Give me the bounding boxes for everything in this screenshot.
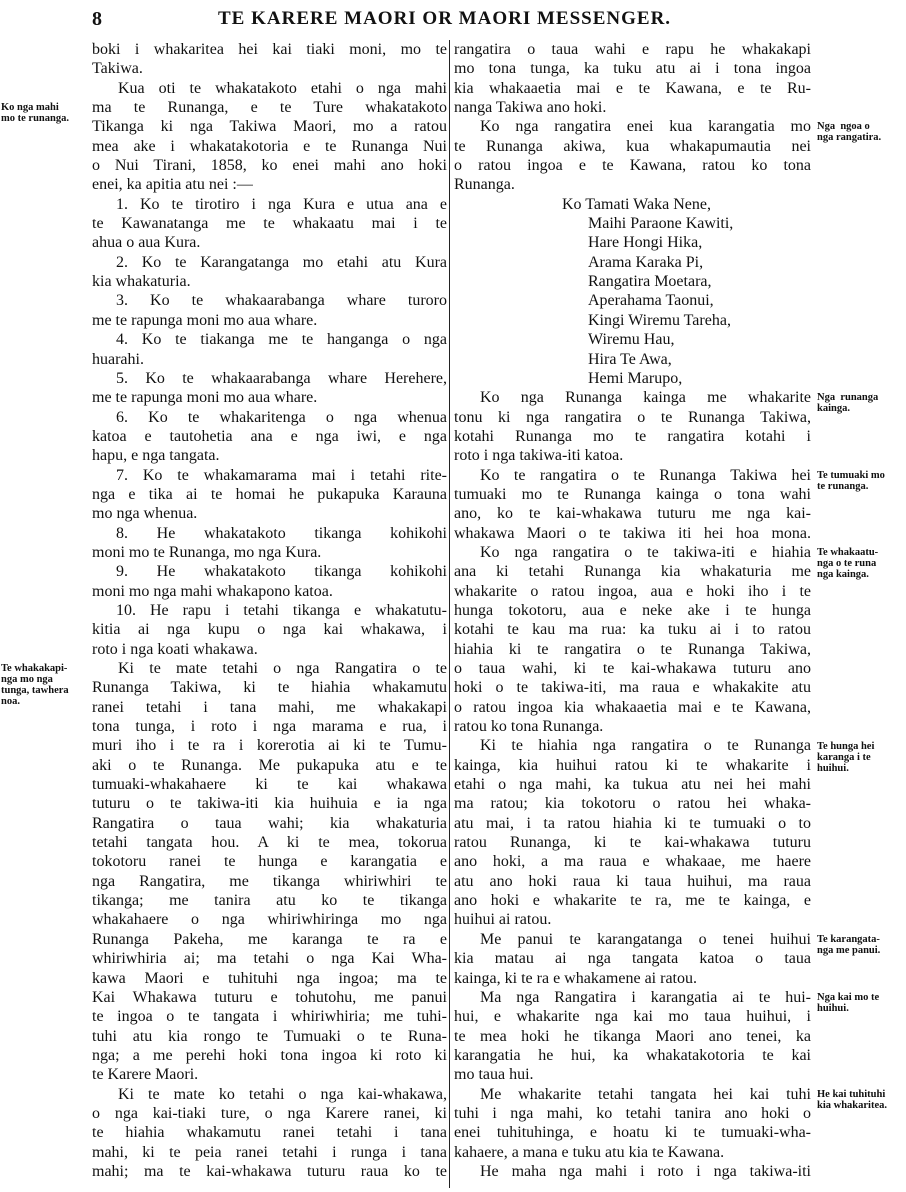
text-line: moni mo nga mahi whakapono katoa. xyxy=(92,582,333,600)
text-line: Ki te mate tetahi o nga Rangatira o te xyxy=(118,660,447,677)
text-line: kawa Maori e tuhituhi nga ingoa; ma te xyxy=(92,969,447,987)
text-line: kia whakaaetia mai e te Kawana, e te Ru- xyxy=(454,79,811,97)
text-line: hunga tokotoru, aua e neke ake i te hunga xyxy=(454,601,811,619)
text-line: ma ratou; kia tokotoru o ratou hei whaka- xyxy=(454,795,811,813)
text-line: ano, ko te kai-whakawa tuturu me nga kai- xyxy=(454,505,811,523)
right-column xyxy=(454,40,811,1181)
text-line: Hira Te Awa, xyxy=(588,350,672,368)
text-line: muri iho i te ra i korerotia ai ki te Tumu- xyxy=(92,737,447,755)
text-line: te ingoa o te tangata i whiriwhiria; me tuhi- xyxy=(92,1008,447,1026)
text-line: Ko Tamati Waka Nene, xyxy=(562,195,711,213)
text-line: atu mai, i ta ratou hiahia ki te tumuaki o to xyxy=(454,814,811,832)
text-line: huihui ai ratou. xyxy=(454,911,552,929)
text-line: ana ki tetahi Runanga kia whakaturia me xyxy=(454,563,811,581)
text-line: nga Rangatira, me tikanga whiriwhiri te xyxy=(92,872,447,890)
text-line: atu ano hoki raua ki taua huihui, ma raua xyxy=(454,872,811,890)
text-line: o nga kai-tiaki ture, o nga Karere ranei, ki xyxy=(92,1104,447,1122)
text-line: nga e tika ai te homai he pukapuka Karauna xyxy=(92,485,447,503)
text-line: ratou Runanga, ki te kai-whakawa tuturu xyxy=(454,834,811,852)
text-line: ahua o aua Kura. xyxy=(92,234,201,252)
page-number: 8 xyxy=(92,8,102,30)
margin-note: Te whakaatu- nga o te runa nga kainga. xyxy=(817,547,879,581)
text-line: Takiwa. xyxy=(92,60,143,78)
text-line: hapu, e nga tangata. xyxy=(92,447,220,465)
text-line: tona tunga, i roto i nga marama e rua, i xyxy=(92,718,447,736)
text-line: Ma nga Rangatira i karangatia ai te hui- xyxy=(480,988,811,1006)
text-line: mo nga whenua. xyxy=(92,505,198,523)
margin-note: Nga kai mo te huihui. xyxy=(817,992,880,1015)
column-divider xyxy=(449,40,450,1188)
margin-note: Te tumuaki mo te runanga. xyxy=(817,469,885,492)
text-line: enei, ka apitia atu nei :— xyxy=(92,176,253,194)
margin-note: Te karangata- nga me panui. xyxy=(817,934,881,957)
text-line: Arama Karaka Pi, xyxy=(588,253,704,271)
text-line: Ko nga rangatira o te takiwa-iti e hiahia xyxy=(480,543,811,561)
text-line: 4. Ko te tiakanga me te hanganga o nga xyxy=(116,331,447,349)
text-line: mo tona tunga, ka tuku atu ai i tona ingoa xyxy=(454,60,811,78)
text-line: o ratou ingoa e te Kawana, ratou ko tona xyxy=(454,157,811,175)
margin-note: He kai tuhituhi kia whakaritea. xyxy=(817,1088,888,1111)
text-line: whakahaere o nga whiriwhiringa mo nga xyxy=(92,911,447,929)
text-line: mea ake i whakatakotoria e te Runanga Nui xyxy=(92,137,447,155)
text-line: whiriwhiria ai; ma tetahi o nga Kai Wha- xyxy=(92,950,447,968)
text-line: me te rapunga moni mo aua whare. xyxy=(92,389,318,407)
text-line: tuhi atu kia rongo te Tumuaki o te Runa- xyxy=(92,1027,447,1045)
text-line: kahaere, a mana e tuku atu kia te Kawana. xyxy=(454,1143,725,1161)
text-line: 6. Ko te whakaritenga o nga whenua xyxy=(116,408,447,426)
text-line: 9. He whakatakoto tikanga kohikohi xyxy=(116,563,447,581)
text-line: o taua wahi, ki te kai-whakawa tuturu ano xyxy=(454,660,811,677)
text-line: 10. He rapu i tetahi tikanga e whakatutu- xyxy=(116,601,447,619)
text-line: roto i nga takiwa-iti katoa. xyxy=(454,447,624,465)
text-line: kia whakaturia. xyxy=(92,273,191,291)
text-line: tonu ki nga rangatira o te Runanga Takiwa, xyxy=(454,408,811,426)
text-line: enei tuhituhinga, e hoatu ki te tumuaki-wha- xyxy=(454,1124,811,1142)
text-line: Wiremu Hau, xyxy=(588,331,675,349)
text-line: tetahi tangata hou. A ki te mea, tokorua xyxy=(92,834,447,852)
text-line: Kai Whakawa tuturu e tohutohu, me panui xyxy=(92,988,447,1006)
text-line: mo taua hui. xyxy=(454,1066,534,1084)
text-line: hiahia ki te rangatira o te Runanga Takiwa, xyxy=(454,640,811,658)
text-line: Runanga. xyxy=(454,176,515,194)
text-line: tuhi i nga mahi, ko tetahi tanira ano hoki o xyxy=(454,1104,811,1122)
text-line: 5. Ko te whakaarabanga whare Herehere, xyxy=(116,369,447,387)
text-line: Me panui te karangatanga o tenei huihui xyxy=(480,930,811,948)
text-line: ratou ko tona Runanga. xyxy=(454,718,604,736)
text-line: Kingi Wiremu Tareha, xyxy=(588,311,731,329)
text-line: 3. Ko te whakaarabanga whare turoro xyxy=(116,292,447,310)
text-line: nanga Takiwa ano hoki. xyxy=(454,99,607,117)
text-line: hoki o te takiwa-iti, ma raua e whakakite atu xyxy=(454,679,811,697)
text-line: ano hoki e whakarite te ra, me te kainga, e xyxy=(454,892,811,910)
text-line: roto i nga koati whakawa. xyxy=(92,640,258,658)
text-line: whakarite o ratou ingoa, aua e hoki iho i te xyxy=(454,582,811,600)
text-line: 2. Ko te Karangatanga mo etahi atu Kura xyxy=(116,253,447,271)
text-line: tikanga; me tanira atu ko te tikanga xyxy=(92,892,447,910)
text-line: ano hoki, a ma raua e whakaae, me haere xyxy=(454,853,811,871)
text-line: kotahi Runanga mo te rangatira kotahi i xyxy=(454,427,811,445)
text-line: me te rapunga moni mo aua whare. xyxy=(92,311,318,329)
margin-note: Te whakakapi- nga mo nga tunga, tawhera noa. xyxy=(1,663,69,708)
text-line: tumuaki mo te Runanga kainga o tona wahi xyxy=(454,485,811,503)
text-line: tumuaki-whakahaere ki te kai whakawa xyxy=(92,776,447,794)
text-line: te Karere Maori. xyxy=(92,1066,199,1084)
text-line: tokotoru ranei te hunga e karangatia e xyxy=(92,853,447,871)
text-line: Rangatira Moetara, xyxy=(588,273,712,291)
text-line: Ko nga rangatira enei kua karangatia mo xyxy=(480,118,811,136)
text-line: Ko te rangatira o te Runanga Takiwa hei xyxy=(480,466,811,484)
text-line: moni mo te Runanga, mo nga Kura. xyxy=(92,543,322,561)
text-line: mahi, ki te peia ranei tetahi i runga i tana xyxy=(92,1143,447,1161)
text-line: Kua oti te whakatakoto etahi o nga mahi xyxy=(118,79,447,97)
text-line: Ki te hiahia nga rangatira o te Runanga xyxy=(480,737,811,755)
text-line: o Nui Tirani, 1858, ko enei mahi ano hoki xyxy=(92,157,447,175)
text-line: Ki te mate ko tetahi o nga kai-whakawa, xyxy=(118,1085,447,1103)
text-line: ma te Runanga, e te Ture whakatakoto xyxy=(92,99,447,117)
text-line: te Runanga akiwa, kua whakapumautia nei xyxy=(454,137,811,155)
text-line: 1. Ko te tirotiro i nga Kura e utua ana e xyxy=(116,195,447,213)
text-line: 7. Ko te whakamarama mai i tetahi rite- xyxy=(116,466,447,484)
text-line: kia matau ai nga tangata katoa o taua xyxy=(454,950,811,968)
margin-note: Nga ngoa o nga rangatira. xyxy=(817,121,882,144)
text-line: karangatia he hui, ka whakatakotoria te kai xyxy=(454,1046,811,1064)
text-line: Tikanga ki nga Takiwa Maori, mo a ratou xyxy=(92,118,447,136)
text-line: Hare Hongi Hika, xyxy=(588,234,703,252)
text-line: hui, e whakarite nga kai mo taua huihui, i xyxy=(454,1008,811,1026)
text-line: Hemi Marupo, xyxy=(588,369,683,387)
margin-note: Te hunga hei karanga i te huihui. xyxy=(817,740,875,774)
text-line: whakawa Maori o te takiwa iti hei hoa mona. xyxy=(454,524,811,542)
text-line: He maha nga mahi i roto i nga takiwa-iti xyxy=(480,1162,811,1180)
text-line: Runanga Takiwa, ki te hiahia whakamutu xyxy=(92,679,447,697)
text-line: katoa e tautohetia ana e nga iwi, e nga xyxy=(92,427,447,445)
text-line: etahi o nga mahi, ka tukua atu nei hei mahi xyxy=(454,776,811,794)
text-line: ranei tetahi i tana mahi, me whakakapi xyxy=(92,698,447,716)
margin-note: Nga runanga kainga. xyxy=(817,392,879,415)
text-line: kainga, ki te ra e whakamene ai ratou. xyxy=(454,969,697,987)
text-line: o ratou ingoa kia whakaaetia mai e te Kawana, xyxy=(454,698,811,716)
text-line: te Kawanatanga me te whakaatu mai i te xyxy=(92,215,447,233)
text-line: aki o te Runanga. Me pukapuka atu e te xyxy=(92,756,447,774)
text-line: Aperahama Taonui, xyxy=(588,292,714,310)
text-line: Me whakarite tetahi tangata hei kai tuhi xyxy=(480,1085,811,1103)
text-line: kitia ai nga kupu o nga kai whakawa, i xyxy=(92,621,447,639)
text-line: Rangatira o taua wahi; kia whakaturia xyxy=(92,814,447,832)
text-line: nga; a me perehi hoki tona ingoa ki roto ki xyxy=(92,1046,447,1064)
text-line: Ko nga Runanga kainga me whakarite xyxy=(480,389,811,407)
text-line: 8. He whakatakoto tikanga kohikohi xyxy=(116,524,447,542)
text-line: rangatira o taua wahi e rapu he whakakapi xyxy=(454,41,811,58)
text-line: mahi; ma te kai-whakawa tuturu raua ko te xyxy=(92,1162,447,1180)
left-column xyxy=(92,40,447,1181)
newspaper-title: TE KARERE MAORI OR MAORI MESSENGER. xyxy=(218,8,672,29)
text-line: boki i whakaritea hei kai tiaki moni, mo te xyxy=(92,41,447,58)
text-line: kainga, kia huihui ratou ki te whakarite i xyxy=(454,756,811,774)
text-line: te mea hoki he tikanga Maori ano tenei, ka xyxy=(454,1027,811,1045)
text-line: Runanga Pakeha, me karanga te ra e xyxy=(92,930,447,948)
text-line: kotahi te kau ma rua: ka tuku ai i to ratou xyxy=(454,621,811,639)
text-line: huarahi. xyxy=(92,350,144,368)
text-line: Maihi Paraone Kawiti, xyxy=(588,215,734,233)
text-line: te hiahia whakamutu ranei tetahi i tana xyxy=(92,1124,447,1142)
margin-note: Ko nga mahi mo te runanga. xyxy=(1,102,69,125)
text-line: tuturu o te takiwa-iti kia huihuia e ia nga xyxy=(92,795,447,813)
